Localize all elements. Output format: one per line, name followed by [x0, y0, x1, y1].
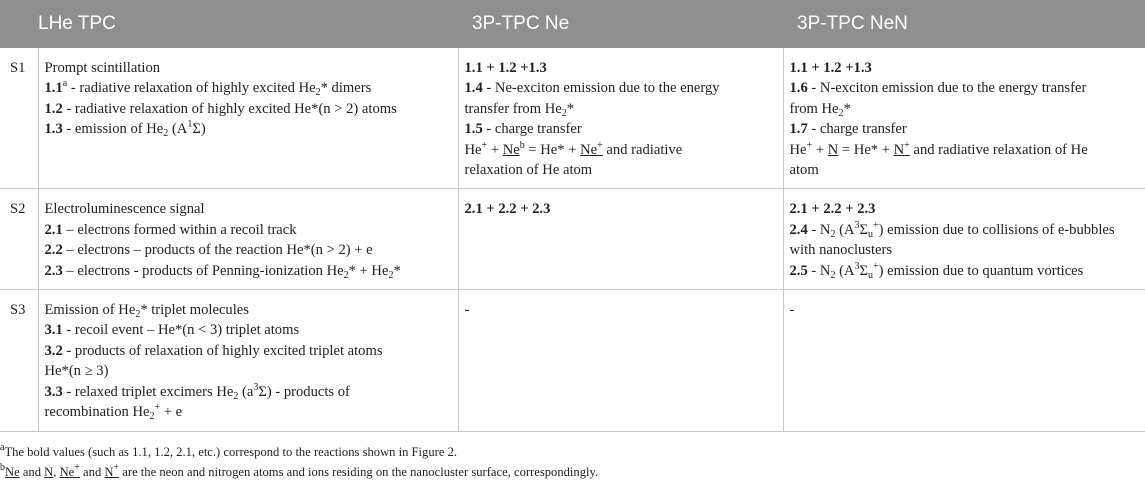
reaction-line: 1.5 - charge transfer: [464, 121, 582, 138]
row-id: S2: [0, 189, 38, 290]
reaction-line: He*(n ≥ 3): [44, 363, 109, 380]
footnote-a: $^a$The bold values (such as 1.1, 1.2, 2.1, etc.) correspond to the reactions shown in Figure 2.: [0, 441, 458, 459]
footnote-b: $^b$Ne and N, Ne+ and N+ are the neon and nitrogen atoms and ions residing on the nanocluster surface, correspondingly.: [0, 461, 599, 479]
cell-ne-s1: [458, 48, 783, 189]
reaction-line: 3.1 - recoil event – He*(n < 3) triplet atoms: [44, 322, 300, 339]
reaction-line: 1.2 - radiative relaxation of highly excited He*(n > 2) atoms: [44, 100, 397, 117]
reaction-line: from $He_2*$: [789, 100, 851, 119]
cell-ne-s3: -: [458, 290, 783, 431]
reaction-line: 2.1 + 2.2 + 2.3: [789, 201, 876, 218]
reaction-line: with nanoclusters: [789, 242, 893, 259]
reaction-line: 2.3 – electrons - products of Penning-ionization $He_2* + He_2*$: [44, 262, 401, 281]
table-row-s3: [0, 290, 1145, 431]
table-row-s2: [0, 189, 1145, 290]
header-row: [0, 0, 1145, 48]
reaction-line: $2.5 - N_2$ $(A^3\Sigma_u^+)$ emission due to quantum vortices: [789, 260, 1084, 281]
cell-nen-s3: -: [783, 290, 1145, 431]
cell-lhe-s2: [38, 189, 458, 290]
reaction-line: 2.2 – electrons – products of the reaction He*(n > 2) + e: [44, 242, 373, 259]
reaction-line: transfer from $He_2*$: [464, 100, 575, 119]
row-id: S3: [0, 290, 38, 431]
cell-title: Emission of $He_2*$ triplet molecules: [44, 302, 249, 321]
reaction-line: 1.3 - emission of $He_2$ $(A^1\Sigma)$: [44, 119, 206, 140]
reaction-line: relaxation of He atom: [464, 162, 593, 179]
cell-ne-s2: [458, 189, 783, 290]
reaction-line: 1.6 - N-exciton emission due to the energy transfer: [789, 80, 1087, 97]
reaction-line: 1.1 + 1.2 +1.3: [789, 60, 872, 76]
reaction-line: 2.1 + 2.2 + 2.3: [464, 201, 551, 218]
reaction-line: 1.1$^a$ - radiative relaxation of highly excited $He_2*$ dimers: [44, 78, 372, 99]
reaction-line: 3.3 - relaxed triplet excimers $He_2$ $(a^3\Sigma)$ - products of: [44, 381, 350, 402]
cell-nen-s1: [783, 48, 1145, 189]
reaction-line: 1.4 - Ne-exciton emission due to the energy: [464, 80, 720, 97]
table-row-s1: [0, 48, 1145, 189]
reaction-line: 3.2 - products of relaxation of highly excited triplet atoms: [44, 342, 383, 359]
table-footnotes: [0, 442, 1145, 482]
header-3p-tpc-nen: 3P-TPC NeN: [783, 0, 1145, 48]
cell-nen-s2: [783, 189, 1145, 290]
cell-lhe-s3: [38, 290, 458, 431]
header-id: [0, 0, 38, 48]
reaction-line: recombination $He_2^+ + e$: [44, 402, 183, 423]
reaction-line: $2.4 - N_2$ $(A^3\Sigma_u^+)$ emission due to collisions of e-bubbles: [789, 219, 1115, 240]
cell-title: Electroluminescence signal: [44, 201, 205, 218]
reaction-line: 2.1 – electrons formed within a recoil track: [44, 221, 297, 238]
reaction-line: He+ + N = He* + N+ and radiative relaxation of He: [789, 139, 1088, 158]
cell-lhe-s1: [38, 48, 458, 189]
reaction-line: 1.7 - charge transfer: [789, 121, 907, 138]
row-id: S1: [0, 48, 38, 189]
reaction-line: 1.1 + 1.2 +1.3: [464, 60, 547, 76]
cell-title: Prompt scintillation: [44, 60, 161, 76]
header-lhe-tpc: LHe TPC: [38, 0, 458, 48]
header-3p-tpc-ne: 3P-TPC Ne: [458, 0, 783, 48]
reaction-line: atom: [789, 162, 819, 179]
reaction-line: $He^+ + Ne^b = He* + Ne^+$ and radiative: [464, 139, 683, 158]
